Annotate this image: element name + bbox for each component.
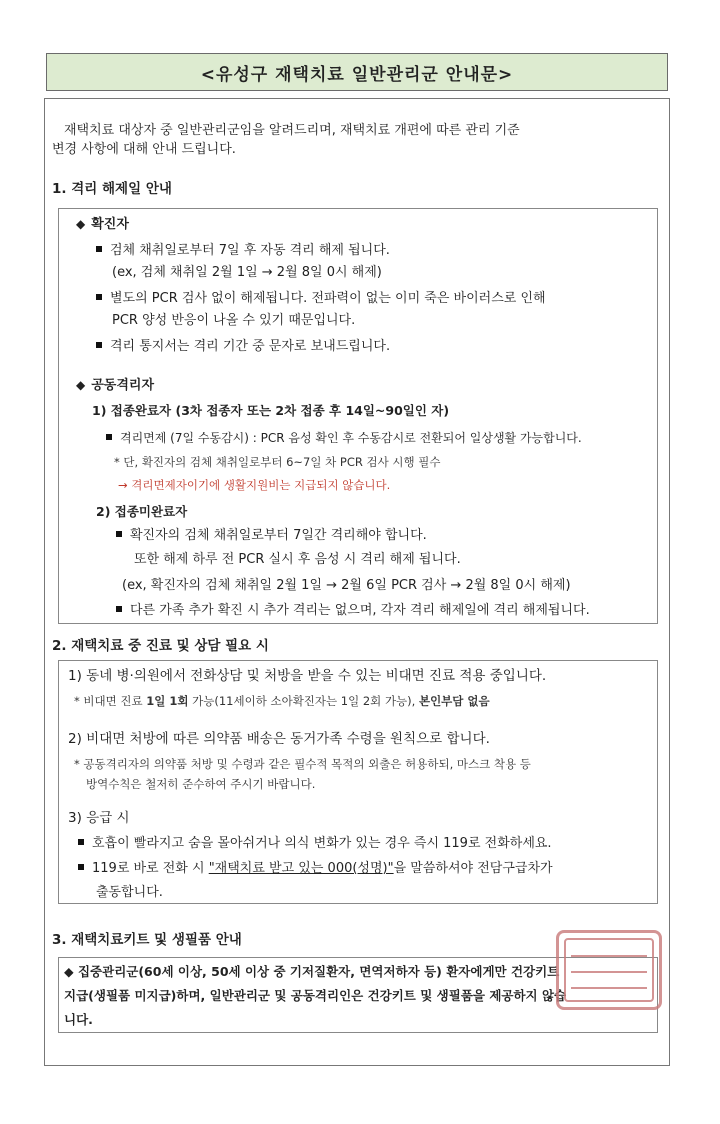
contacts-label-row: [76, 376, 154, 395]
diamond-icon: ◆: [76, 378, 86, 392]
section3-line-1: ◆ 집중관리군(60세 이상, 50세 이상 중 기저질환자, 면역저하자 등) 환자에게만 건강키트: [64, 964, 560, 979]
section2-item-2-note-1: * 공동격리자의 의약품 처방 및 수령과 같은 필수적 목적의 외출은 허용하되, 마스크 착용 등: [74, 757, 531, 771]
bullet-icon: [116, 606, 122, 612]
intro-line-1: 재택치료 대상자 중 일반관리군임을 알려드리며, 재택치료 개편에 따른 관리 기준: [64, 123, 520, 138]
official-seal-stamp: [556, 930, 662, 1010]
intro-line-2: 변경 사항에 대해 안내 드립니다.: [52, 142, 236, 157]
confirmed-bullet-3: 격리 통지서는 격리 기간 중 문자로 보내드립니다.: [96, 338, 390, 356]
confirmed-label-row: [76, 215, 129, 234]
section3-heading: 3. 재택치료키트 및 생필품 안내: [52, 932, 242, 948]
confirmed-example: (ex, 검체 채취일 2월 1일 → 2월 8일 0시 해제): [112, 265, 382, 280]
vaccinated-note-1: * 단, 확진자의 검체 채취일로부터 6~7일 차 PCR 검사 시행 필수: [114, 455, 441, 469]
bullet-icon: [78, 864, 84, 870]
emergency-bullet-2: 119로 바로 전화 시 "재택치료 받고 있는 000(성명)"을 말씀하셔야 전담구급차가: [78, 860, 553, 878]
confirmed-label: 확진자: [91, 217, 129, 232]
section2-item-3: 3) 응급 시: [68, 810, 130, 826]
section2-heading: 2. 재택치료 중 진료 및 상담 필요 시: [52, 638, 269, 654]
section2-item-1: 1) 동네 병·의원에서 전화상담 및 처방을 받을 수 있는 비대면 진료 적용 중입니다.: [68, 668, 547, 684]
vaccinated-title: 1) 접종완료자 (3차 접종자 또는 2차 접종 후 14일~90일인 자): [92, 403, 450, 418]
confirmed-bullet-2-cont: PCR 양성 반응이 나올 수 있기 때문입니다.: [112, 313, 356, 328]
section3-line-3: 니다.: [64, 1012, 93, 1027]
bullet-icon: [96, 294, 102, 300]
emergency-bullet-2-cont: 출동합니다.: [96, 885, 163, 900]
section2-item-2-note-2: 방역수칙은 철저히 준수하여 주시기 바랍니다.: [86, 777, 316, 791]
section2-item-2: 2) 비대면 처방에 따른 의약품 배송은 동거가족 수령을 원칙으로 합니다.: [68, 731, 490, 747]
diamond-icon: ◆: [76, 217, 86, 231]
unvaccinated-title: 2) 접종미완료자: [96, 504, 188, 519]
bullet-icon: [96, 342, 102, 348]
unvaccinated-bullet-1-cont: 또한 해제 하루 전 PCR 실시 후 음성 시 격리 해제 됩니다.: [134, 552, 461, 567]
bullet-icon: [78, 839, 84, 845]
section2-item-1-note: * 비대면 진료 1일 1회 가능(11세이하 소아확진자는 1일 2회 가능), 본인부담 없음: [74, 694, 490, 708]
unvaccinated-example: (ex, 확진자의 검체 채취일 2월 1일 → 2월 6일 PCR 검사 → 2월 8일 0시 해제): [122, 578, 571, 593]
page-title: <유성구 재택치료 일반관리군 안내문>: [46, 53, 668, 91]
unvaccinated-bullet-2: 다른 가족 추가 확진 시 추가 격리는 없으며, 각자 격리 해제일에 격리 해제됩니다.: [116, 602, 590, 620]
confirmed-bullet-1: 검체 채취일로부터 7일 후 자동 격리 해제 됩니다.: [96, 242, 390, 260]
emergency-bullet-1: 호흡이 빨라지고 숨을 몰아쉬거나 의식 변화가 있는 경우 즉시 119로 전화하세요.: [78, 835, 552, 853]
bullet-icon: [96, 246, 102, 252]
confirmed-bullet-2: 별도의 PCR 검사 없이 해제됩니다. 전파력이 없는 이미 죽은 바이러스로 인해: [96, 290, 546, 308]
unvaccinated-bullet-1: 확진자의 검체 채취일로부터 7일간 격리해야 합니다.: [116, 527, 427, 545]
vaccinated-bullet: 격리면제 (7일 수동감시) : PCR 음성 확인 후 수동감시로 전환되어 일상생활 가능합니다.: [106, 429, 582, 447]
section1-heading: 1. 격리 해제일 안내: [52, 181, 172, 197]
contacts-label: 공동격리자: [91, 378, 155, 393]
section3-line-2: 지급(생필품 미지급)하며, 일반관리군 및 공동격리인은 건강키트 및 생필품을 제공하지 않습: [64, 988, 567, 1003]
bullet-icon: [116, 531, 122, 537]
vaccinated-note-2: → 격리면제자이기에 생활지원비는 지급되지 않습니다.: [118, 478, 391, 492]
bullet-icon: [106, 434, 112, 440]
